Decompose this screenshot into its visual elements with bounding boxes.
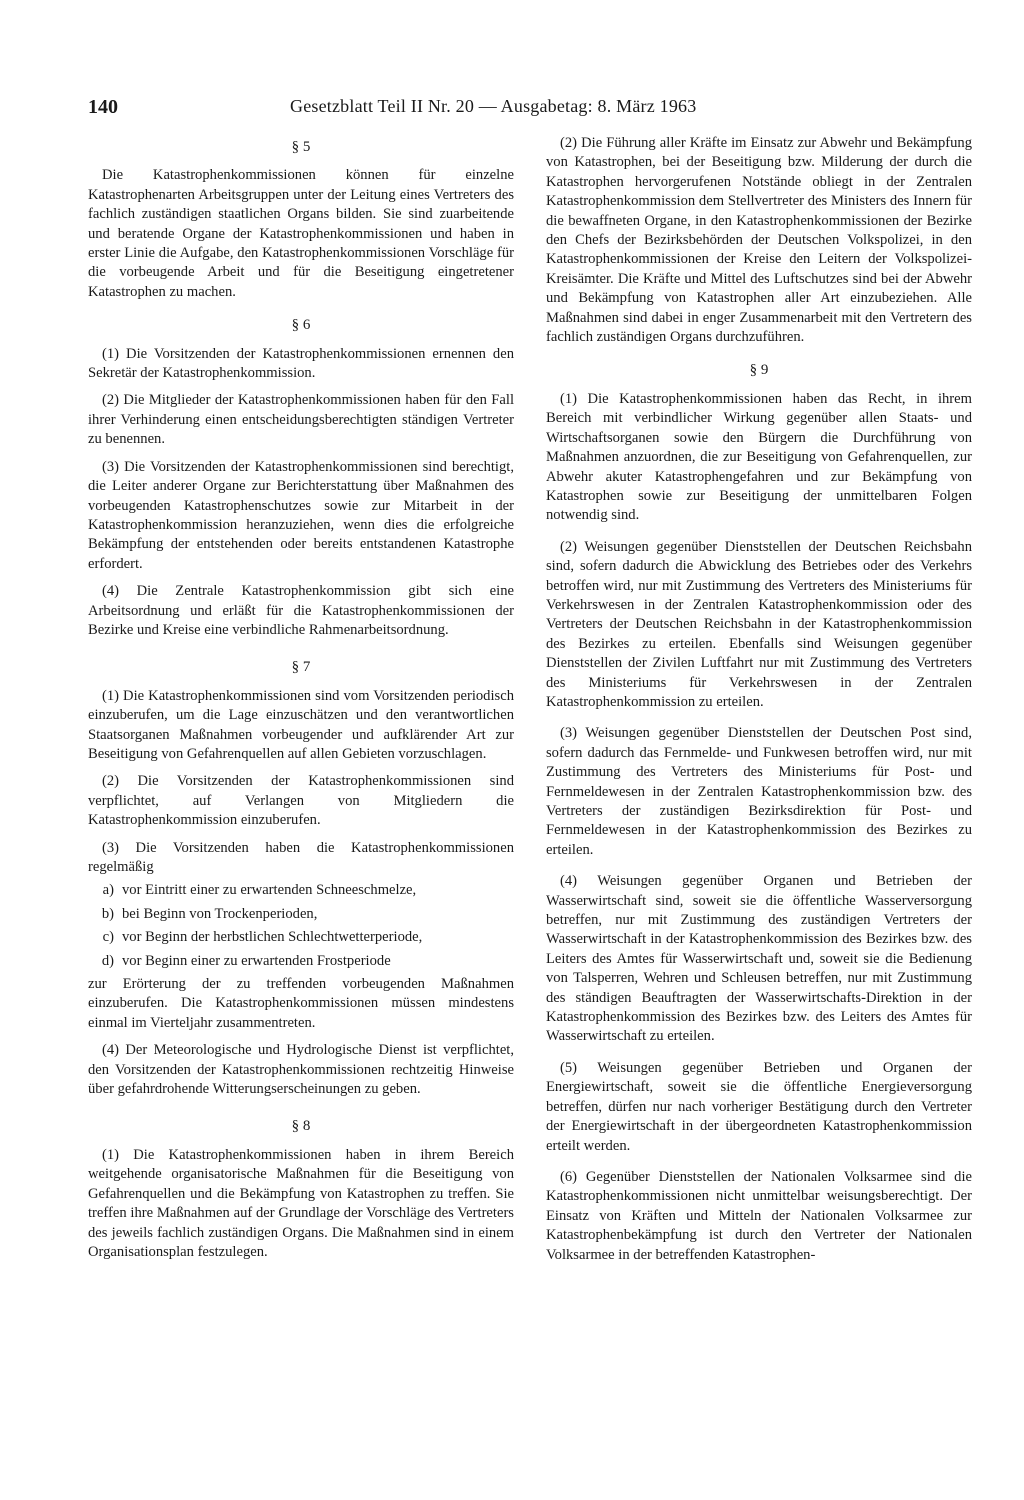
running-title: Gesetzblatt Teil II Nr. 20 — Ausgabetag: 8. März 1963 xyxy=(290,96,697,116)
section-heading: § 6 xyxy=(291,317,311,334)
paragraph: (1) Die Katastrophenkommissionen haben in ihrem Bereich weitgehende organisatorische Maßnahmen für die Beseitigung von Gefahrenquellen und die Bekämpfung von Katastrophen zu treffen. Sie treffen ihre Maßnahmen auf der Grundlage der Vorschläge des Vertreters des jeweils fachlich zuständigen Organs. Die Maßnahmen sind in einem Organisationsplan festzulegen. xyxy=(88,1146,514,1260)
list-item-text: bei Beginn von Trockenperioden, xyxy=(122,905,318,922)
list-item xyxy=(88,952,514,971)
list-item-text: vor Beginn der herbstlichen Schlechtwetterperiode, xyxy=(122,929,423,946)
list-item xyxy=(88,905,514,924)
list-item xyxy=(88,881,514,900)
left-column xyxy=(88,134,514,1270)
paragraph: (1) Die Vorsitzenden der Katastrophenkommissionen ernennen den Sekretär der Katastrophenkommission. xyxy=(88,345,514,382)
list-item-label: c) xyxy=(102,929,114,946)
page-header xyxy=(88,96,992,126)
paragraph: (2) Die Vorsitzenden der Katastrophenkommissionen sind verpflichtet, auf Verlangen von Mitgliedern die Katastrophenkommission einzuberufen. xyxy=(88,773,514,829)
section-heading: § 8 xyxy=(291,1118,311,1135)
enumerated-list xyxy=(88,881,514,971)
list-item-text: vor Beginn einer zu erwartenden Frostperiode xyxy=(122,952,391,969)
paragraph: (1) Die Katastrophenkommissionen haben das Recht, in ihrem Bereich mit verbindlicher Wirkung gegenüber allen Staats- und Wirtschaftsorganen sowie den Bürgern die Durchführung von Maßnahmen anzuordnen, die zur Beseitigung von Gefahrenquellen, zur Abwehr akuter Katastrophengefahren und zur Bekämpfung von Katastrophen sowie zur Beseitigung der unmittelbaren Folgen notwendig sind. xyxy=(546,390,972,524)
page-number: 140 xyxy=(88,96,118,118)
paragraph: (5) Weisungen gegenüber Betrieben und Organen der Energiewirtschaft, soweit sie die öffentliche Energieversorgung betreffen, dürfen nur nach vorheriger Bestätigung durch den Vertreter der Energiewirtschaft in der übergeordneten Katastrophenkommission erteilt werden. xyxy=(546,1059,972,1154)
list-item-label: a) xyxy=(102,882,114,899)
paragraph: (2) Die Mitglieder der Katastrophenkommissionen haben für den Fall ihrer Verhinderung einen entscheidungsberechtigten ständigen Vertreter zu benennen. xyxy=(88,392,514,448)
paragraph: (1) Die Katastrophenkommissionen sind vom Vorsitzenden periodisch einzuberufen, um die Lage einzuschätzen und den verantwortlichen Staatsorganen Maßnahmen vorbeugender und aufklärender Art zur Beseitigung von Gefahrenquellen auf allen Gebieten vorzuschlagen. xyxy=(88,687,514,762)
paragraph: (3) Die Vorsitzenden der Katastrophenkommissionen sind berechtigt, die Leiter anderer Organe zur Berichterstattung über Maßnahmen des vorbeugenden Katastrophenschutzes sowie zur Mitarbeit in der Katastrophenkommission heranzuziehen, wenn dies die erfolgreiche Bekämpfung der entstehenden oder bereits entstandenen Katastrophe erfordert. xyxy=(88,458,514,572)
paragraph: zur Erörterung der zu treffenden vorbeugenden Maßnahmen einzuberufen. Die Katastrophenkommissionen müssen mindestens einmal im Vierteljahr zusammentreten. xyxy=(88,976,514,1031)
section-heading: § 7 xyxy=(291,659,311,676)
paragraph: (6) Gegenüber Dienststellen der Nationalen Volksarmee sind die Katastrophenkommissionen nicht unmittelbar weisungsberechtigt. Der Einsatz von Kräften und Mitteln der Nationalen Volksarmee zur Katastrophenbekämpfung ist durch den Vertreter der Nationalen Volksarmee in der betreffenden Katastrophen- xyxy=(546,1168,972,1263)
section-heading: § 5 xyxy=(291,139,311,155)
paragraph: (2) Weisungen gegenüber Dienststellen der Deutschen Reichsbahn sind, sofern dadurch die Abwicklung des Betriebes oder des Verkehrs betroffen wird, nur mit Zustimmung des Vertreters des Ministeriums für Verkehrswesen in der Zentralen Katastrophenkommission oder des Vertreters der Deutschen Reichsbahn in der Katastrophenkommission des Bezirkes zu erteilen. Ebenfalls sind Weisungen gegenüber Dienststellen der Zivilen Luftfahrt nur mit Zustimmung des Vertreters des Ministeriums für Verkehrswesen in der Zentralen Katastrophenkommission zu erteilen. xyxy=(546,538,972,710)
paragraph: (3) Weisungen gegenüber Dienststellen der Deutschen Post sind, sofern dadurch das Fernmelde- und Funkwesen betroffen wird, nur mit Zustimmung des Vertreters des Ministeriums für Post- und Fernmeldewesen in der Zentralen Katastrophenkommission bzw. des Vertreters der zuständigen Bezirksdirektion für Post- und Fernmeldewesen in der Katastrophenkommission des Bezirkes zu erteilen. xyxy=(546,725,972,858)
list-item-label: b) xyxy=(101,905,114,922)
paragraph: (4) Der Meteorologische und Hydrologische Dienst ist verpflichtet, den Vorsitzenden der Katastrophenkommissionen rechtzeitig Hinweise über gefahrdrohende Witterungserscheinungen zu geben. xyxy=(88,1042,514,1098)
paragraph: (2) Die Führung aller Kräfte im Einsatz zur Abwehr und Bekämpfung von Katastrophen, bei der Beseitigung bzw. Milderung der durch die Katastrophen hervorgerufenen Notstände obliegt in der Zentralen Katastrophenkommission dem Stellvertreter des Ministers des Innern für die bewaffneten Organe, in den Katastrophenkommissionen der Bezirke den Chefs der Bezirksbehörden der Deutschen Volkspolizei, in den Katastrophenkommissionen der Kreise den Leitern der Volkspolizei-Kreisämter. Die Kräfte und Mittel des Luftschutzes sind bei der Abwehr und Bekämpfung von Katastrophen aller Art einzubeziehen. Alle Maßnahmen sind dabei in enger Zusammenarbeit mit den Vertretern des fachlich zuständigen Organs durchzuführen. xyxy=(546,135,972,346)
paragraph: (3) Die Vorsitzenden haben die Katastrophenkommissionen regelmäßig xyxy=(88,839,514,875)
paragraph: (4) Die Zentrale Katastrophenkommission gibt sich eine Arbeitsordnung und erläßt für die Katastrophenkommissionen der Bezirke und Kreise eine verbindliche Rahmenarbeitsordnung. xyxy=(88,583,514,638)
paragraph: Die Katastrophenkommissionen können für einzelne Katastrophenarten Arbeitsgruppen unter der Leitung eines Vertreters des fachlich zuständigen staatlichen Organs bilden. Sie sind zuarbeitende und beratende Organe der Katastrophenkommissionen und haben in erster Linie die Aufgabe, den Katastrophenkommissionen Vorschläge für die vorbeugende Arbeit und für die Beseitigung eingetretener Katastrophen zu machen. xyxy=(88,167,514,300)
right-column xyxy=(546,134,972,1273)
list-item-text: vor Eintritt einer zu erwartenden Schneeschmelze, xyxy=(122,882,417,899)
section-heading: § 9 xyxy=(749,362,769,379)
list-item xyxy=(88,928,514,947)
list-item-label: d) xyxy=(101,952,114,969)
paragraph: (4) Weisungen gegenüber Organen und Betrieben der Wasserwirtschaft sind, soweit sie die öffentliche Wasserversorgung betreffen, nur mit Zustimmung des zuständigen Vertreters der Wasserwirtschaft in der Katastrophenkommission des Bezirkes bzw. des Leiters des Amtes für Wasserwirtschaft und, soweit sie die Bedienung von Talsperren, Wehren und Schleusen betreffen, nur mit Zustimmung des ständigen Beauftragten der Wasserwirtschafts-Direktion in der Katastrophenkommission des Bezirkes bzw. des Leiters des Amtes für Wasserwirtschaft zu erteilen. xyxy=(546,873,972,1045)
